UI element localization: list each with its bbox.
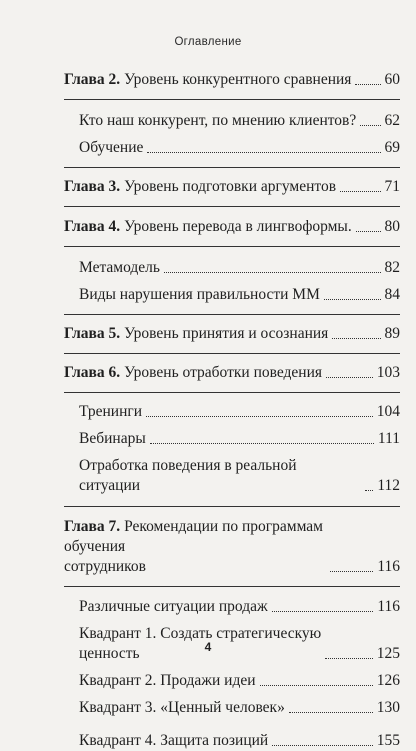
- section-title: Кто наш конкурент, по мнению клиентов?: [79, 112, 357, 129]
- toc-entry-section: [79, 671, 400, 691]
- dot-leader: [365, 490, 373, 491]
- chapter-title: Уровень конкурентного сравнения: [124, 71, 352, 88]
- dot-leader: [340, 191, 380, 192]
- dot-leader: [324, 299, 381, 300]
- separator-line: [64, 392, 400, 393]
- toc-entry-section: [79, 429, 400, 449]
- toc-entry-section: [79, 402, 400, 422]
- separator-line: [64, 206, 400, 207]
- dot-leader: [330, 571, 373, 572]
- page-number: 60: [384, 71, 400, 88]
- separator-line: [64, 506, 400, 507]
- toc-entry-section: [79, 258, 400, 278]
- toc-entry-chapter-6: [64, 363, 400, 383]
- chapter-label: Глава 3.: [64, 178, 121, 195]
- page-number: 71: [384, 178, 400, 195]
- dot-leader: [325, 658, 372, 659]
- separator-line: [64, 167, 400, 168]
- dot-leader: [289, 712, 373, 713]
- toc-entry-chapter-7: [64, 517, 400, 577]
- dot-leader: [326, 377, 373, 378]
- page-number: 126: [376, 672, 400, 689]
- chapter-label: Глава 2.: [64, 71, 121, 88]
- page-number: 116: [377, 558, 400, 575]
- dot-leader: [147, 152, 380, 153]
- section-title: Квадрант 4. Защита позиций: [79, 732, 269, 749]
- dot-leader: [272, 745, 373, 746]
- page-number: 62: [384, 112, 400, 129]
- separator-line: [64, 586, 400, 587]
- section-title: Обучение: [79, 139, 144, 156]
- dot-leader: [360, 125, 380, 126]
- section-title: Квадрант 3. «Ценный человек»: [79, 699, 285, 716]
- page-number: 130: [376, 699, 400, 716]
- separator-line: [64, 314, 400, 315]
- chapter-title-line-2: сотрудников: [64, 558, 146, 575]
- toc-entry-chapter-2: [64, 70, 400, 90]
- section-title: Отработка поведения в реальной ситуации: [79, 457, 297, 494]
- page-number: 155: [376, 732, 400, 749]
- chapter-label: Глава 4.: [64, 218, 121, 235]
- toc-entry-section: [79, 456, 400, 496]
- toc-entry-section: [79, 111, 400, 131]
- page-number: 80: [384, 218, 400, 235]
- dot-leader: [272, 611, 374, 612]
- dot-leader: [150, 443, 374, 444]
- section-title: Виды нарушения правильности ММ: [79, 286, 320, 303]
- toc-entry-section: [79, 698, 400, 718]
- dot-leader: [356, 231, 381, 232]
- toc-entry-section: [79, 597, 400, 617]
- separator-line: [64, 246, 400, 247]
- dot-leader: [260, 685, 373, 686]
- page-number: 112: [377, 477, 400, 494]
- section-title: Метамодель: [79, 259, 160, 276]
- page-folio: 4: [204, 640, 212, 654]
- toc-entry-section: [79, 138, 400, 158]
- chapter-title-line-1: Рекомендации по программам обучения: [64, 518, 323, 555]
- chapter-title: Уровень принятия и осознания: [124, 325, 329, 342]
- page-number: 69: [384, 139, 400, 156]
- page-number: 103: [376, 364, 400, 381]
- separator-line: [64, 353, 400, 354]
- page-number: 111: [377, 430, 400, 447]
- dot-leader: [146, 416, 373, 417]
- chapter-label: Глава 7.: [64, 518, 121, 535]
- running-head: Оглавление: [174, 36, 242, 48]
- page-number: 116: [377, 598, 400, 615]
- section-title: Вебинары: [79, 430, 146, 447]
- chapter-label: Глава 5.: [64, 325, 121, 342]
- section-title: Квадрант 2. Продажи идеи: [79, 672, 256, 689]
- section-title: Различные ситуации продаж: [79, 598, 268, 615]
- toc-entry-section: [79, 731, 400, 751]
- dot-leader: [355, 84, 380, 85]
- toc-entry-section: [79, 285, 400, 305]
- chapter-title: Уровень подготовки аргументов: [124, 178, 337, 195]
- toc-entry-chapter-5: [64, 324, 400, 344]
- page-number: 89: [384, 325, 400, 342]
- page-number: 125: [376, 645, 400, 662]
- separator-line: [64, 99, 400, 100]
- page-number: 82: [384, 259, 400, 276]
- dot-leader: [332, 338, 380, 339]
- section-title: Тренинги: [79, 403, 143, 420]
- chapter-label: Глава 6.: [64, 364, 121, 381]
- section-title-line-2: ценность: [79, 645, 140, 662]
- dot-leader: [164, 272, 381, 273]
- toc-entry-chapter-4: [64, 217, 400, 237]
- chapter-title: Уровень перевода в лингвоформы.: [124, 218, 352, 235]
- chapter-title: Уровень отработки поведения: [124, 364, 322, 381]
- page-number: 84: [384, 286, 400, 303]
- page-number: 104: [376, 403, 400, 420]
- toc-entry-chapter-3: [64, 177, 400, 197]
- section-title-line-1: Квадрант 1. Создать стратегическую: [79, 625, 322, 642]
